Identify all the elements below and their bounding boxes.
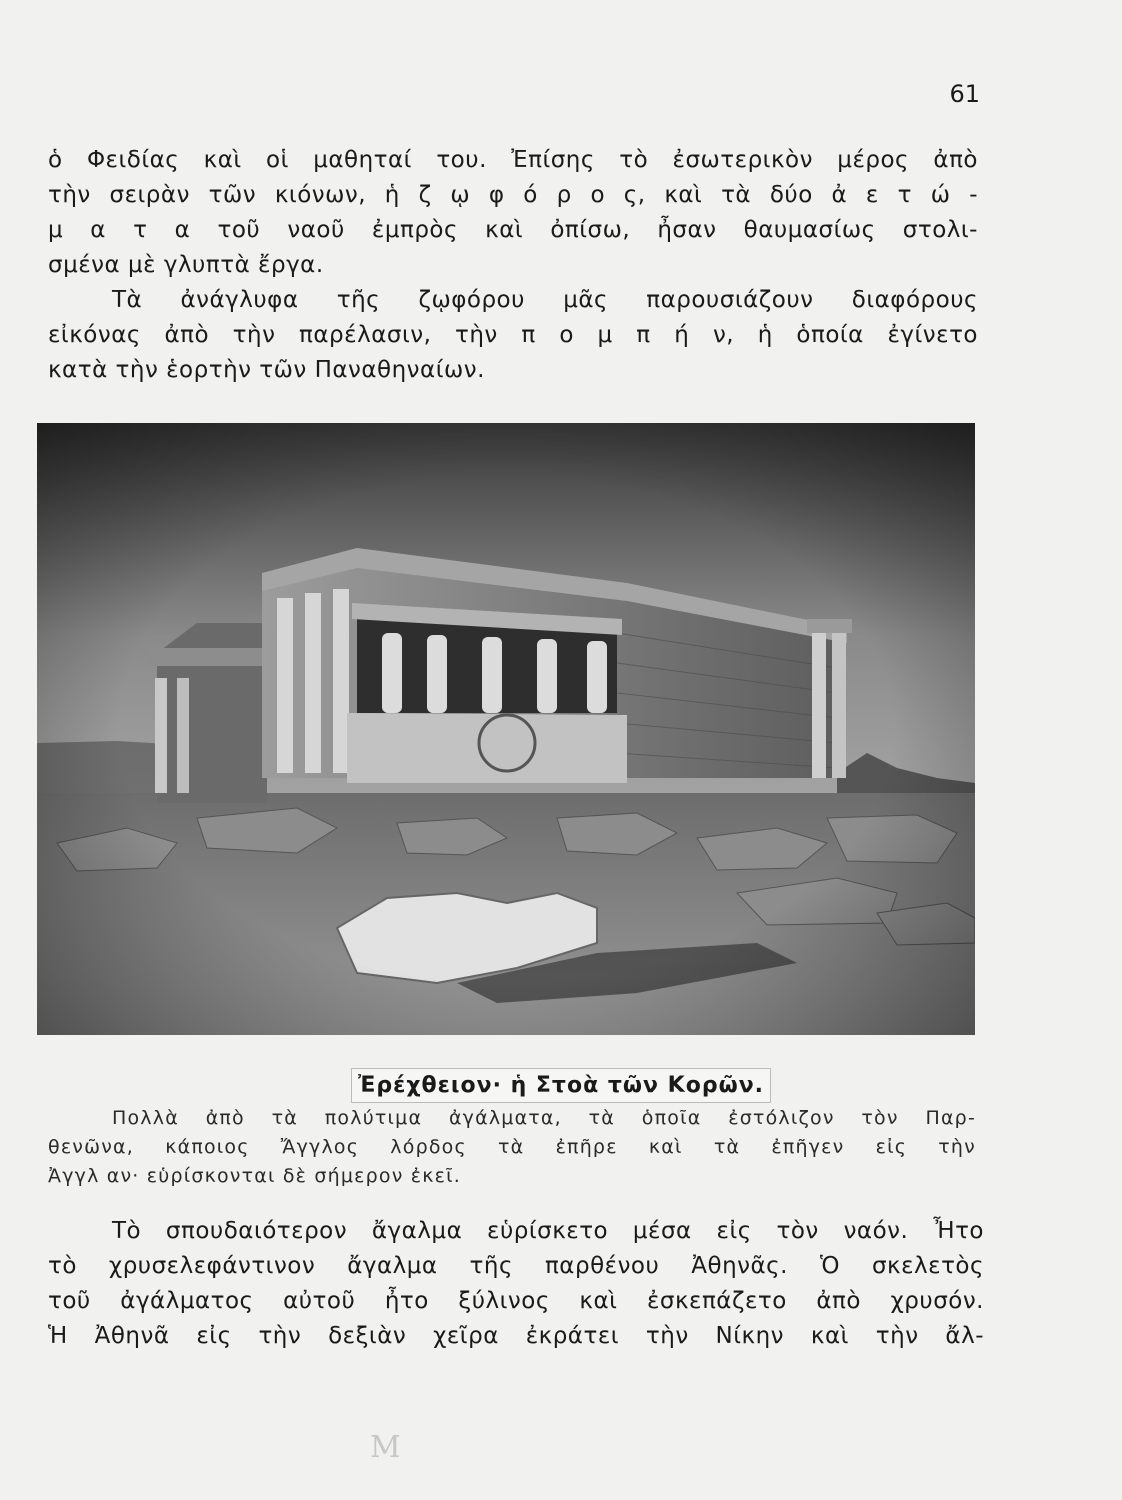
text-line: ὁ Φειδίας καὶ οἱ μαθηταί του. Ἐπίσης τὸ ἐσωτερικὸν μέρος ἀπὸ — [48, 147, 978, 173]
caption-line: Πολλὰ ἀπὸ τὰ πολύτιμα ἀγάλματα, τὰ ὁποῖα ἐστόλιζον τὸν Παρ- — [112, 1107, 976, 1129]
paragraph-1 — [48, 143, 978, 283]
photograph-illustration — [37, 423, 975, 1035]
photo-caption-title — [0, 1068, 1122, 1103]
paragraph-2 — [48, 283, 978, 388]
text-line: μ α τ α τοῦ ναοῦ ἐμπρὸς καὶ ὀπίσω, ἦσαν θαυμασίως στολι- — [48, 217, 978, 243]
page-number: 61 — [949, 80, 980, 108]
text-line: Τὰ ἀνάγλυφα τῆς ζῳφόρου μᾶς παρουσιάζουν διαφόρους — [112, 287, 978, 313]
text-line: Τὸ σπουδαιότερον ἄγαλμα εὑρίσκετο μέσα εἰς τὸν ναόν. Ἦτο — [112, 1218, 984, 1244]
text-line: τοῦ ἀγάλματος αὐτοῦ ἦτο ξύλινος καὶ ἐσκεπάζετο ἀπὸ χρυσόν. — [48, 1288, 984, 1314]
photo-caption-body — [48, 1104, 976, 1191]
caption-title-text: Ἐρέχθειον· ἡ Στοὰ τῶν Κορῶν. — [351, 1068, 771, 1103]
text-line: εἰκόνας ἀπὸ τὴν παρέλασιν, τὴν π ο μ π ή ν, ἡ ὁποία ἐγίνετο — [48, 322, 978, 348]
text-line: Ἡ Ἀθηνᾶ εἰς τὴν δεξιὰν χεῖρα ἐκράτει τὴν Νίκην καὶ τὴν ἄλ- — [48, 1323, 984, 1349]
caption-line: θενῶνα, κάποιος Ἄγγλος λόρδος τὰ ἐπῆρε καὶ τὰ ἐπῆγεν εἰς τὴν — [48, 1136, 976, 1158]
pencil-mark: Μ — [370, 1430, 401, 1465]
text-line: σμένα μὲ γλυπτὰ ἔργα. — [48, 252, 324, 278]
text-line: τὸ χρυσελεφάντινον ἄγαλμα τῆς παρθένου Ἀθηνᾶς. Ὁ σκελετὸς — [48, 1253, 984, 1279]
paragraph-3 — [48, 1214, 984, 1354]
erechtheion-photograph — [37, 423, 975, 1035]
text-line: κατὰ τὴν ἑορτὴν τῶν Παναθηναίων. — [48, 357, 485, 383]
text-line: τὴν σειρὰν τῶν κιόνων, ἡ ζ ῳ φ ό ρ ο ς, καὶ τὰ δύο ἀ ε τ ώ - — [48, 182, 978, 208]
caption-line: Ἀγγλ αν· εὑρίσκονται δὲ σήμερον ἐκεῖ. — [48, 1165, 461, 1187]
